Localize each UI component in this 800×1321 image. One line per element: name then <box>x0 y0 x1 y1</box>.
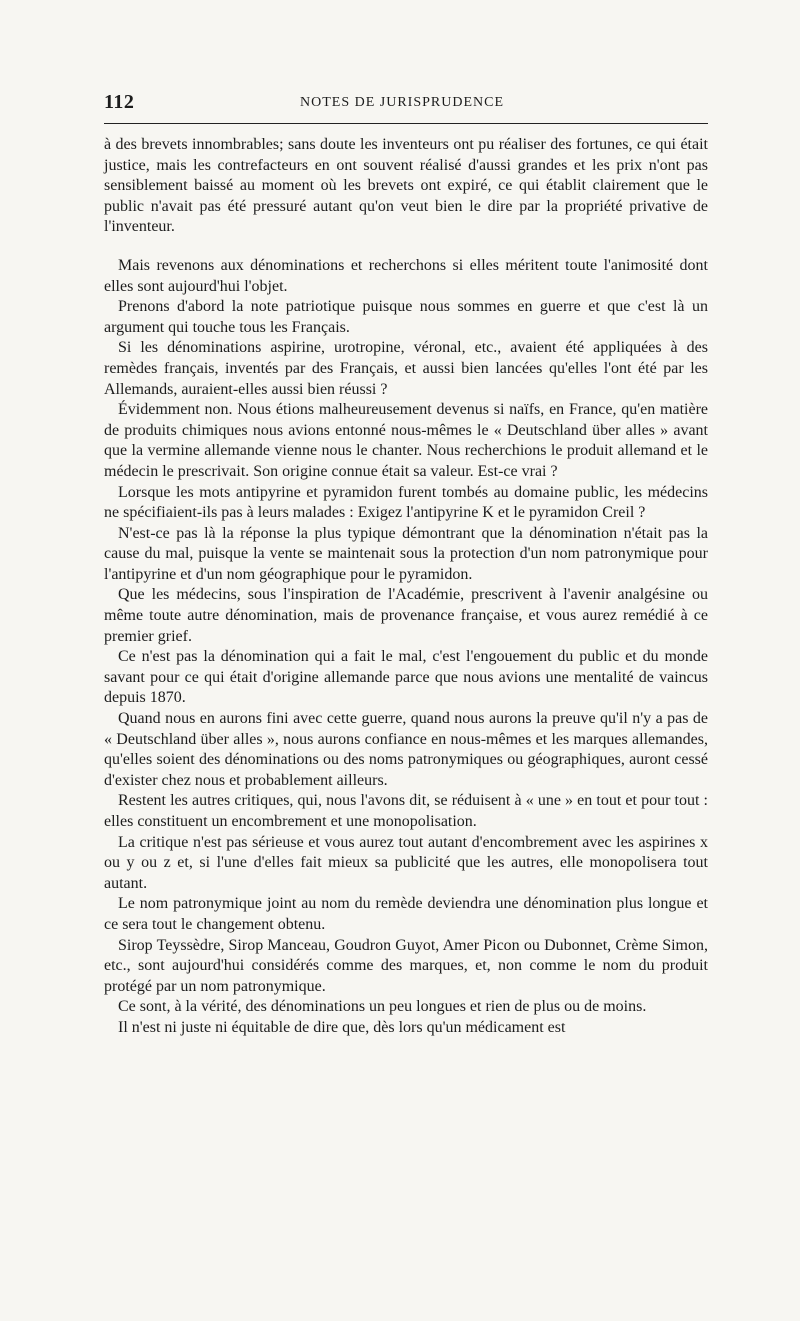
document-page <box>104 0 708 1321</box>
paragraph: Quand nous en aurons fini avec cette guerre, quand nous aurons la preuve qu'il n'y a pas de « Deutschland über alles », nous aurons confiance en nous-mêmes et les marques allemandes, qu'elles soient des dénominations ou des noms patronymiques ou géographiques, auront cessé d'exister chez nous et probablement ailleurs. <box>104 710 708 789</box>
paragraph: Ce n'est pas la dénomination qui a fait le mal, c'est l'engouement du public et du monde savant pour ce qui était d'origine allemande parce que nous avions une mentalité de vaincus depuis 1870. <box>104 648 708 707</box>
page-number: 112 <box>104 91 135 113</box>
paragraph: Mais revenons aux dénominations et recherchons si elles méritent toute l'animosité dont elles sont aujourd'hui l'objet. <box>104 256 708 295</box>
paragraph: Prenons d'abord la note patriotique puisque nous sommes en guerre et que c'est là un argument qui touche tous les Français. <box>104 298 708 336</box>
page-header <box>104 91 708 117</box>
paragraph: Il n'est ni juste ni équitable de dire que, dès lors qu'un médicament est <box>118 1018 566 1036</box>
paragraph: Que les médecins, sous l'inspiration de l'Académie, prescrivent à l'avenir analgésine ou même toute autre dénomination, mais de provenance française, et vous aurez remédié à ce premier grief. <box>104 586 708 645</box>
paragraph: Le nom patronymique joint au nom du remède deviendra une dénomination plus longue et ce sera tout le changement obtenu. <box>104 895 708 933</box>
paragraph: Sirop Teyssèdre, Sirop Manceau, Goudron Guyot, Amer Picon ou Dubonnet, Crème Simon, etc., sont aujourd'hui considérés comme des marques, et, non comme le nom du produit protégé par un nom patronymique. <box>104 936 708 995</box>
paragraph: Si les dénominations aspirine, urotropine, véronal, etc., avaient été appliquées à des remèdes français, inventés par des Français, et aussi bien lancées qu'elles l'ont été par les Allemands, auraient-elles aussi bien réussi ? <box>104 339 708 398</box>
paragraph: Évidemment non. Nous étions malheureusement devenus si naïfs, en France, qu'en matière de produits chimiques nous avions entonné nous-mêmes le « Deutschland über alles » avant que la vermine allemande vienne nous le chanter. Nous recherchions le produit allemand et le médecin le prescrivait. Son origine connue était sa valeur. Est-ce vrai ? <box>104 401 708 480</box>
paragraph: La critique n'est pas sérieuse et vous aurez tout autant d'encombrement avec les aspirines x ou y ou z et, si l'une d'elles fait mieux sa publicité que les autres, elle monopolisera tout autant. <box>104 833 708 892</box>
paragraph: N'est-ce pas là la réponse la plus typique démontrant que la dénomination n'était pas la cause du mal, puisque la vente se maintenait sous la protection d'un nom patronymique pour l'antipyrine et d'un nom géographique pour le pyramidon. <box>104 524 708 583</box>
paragraph: Restent les autres critiques, qui, nous l'avons dit, se réduisent à « une » en tout et pour tout : elles constituent un encombrement et une monopolisation. <box>104 792 708 830</box>
running-title: NOTES DE JURISPRUDENCE <box>300 95 505 110</box>
paragraph: à des brevets innombrables; sans doute les inventeurs ont pu réaliser des fortunes, ce qui était justice, mais les contrefacteurs en ont souvent réalisé d'aussi grandes et les prix n'ont pas sensiblement baissé au moment où les brevets ont expiré, ce qui établit clairement que le public n'avait pas été pressuré autant qu'on veut bien le dire par la propriété privative de l'inventeur. <box>104 136 708 236</box>
body-text <box>104 135 708 1039</box>
header-rule <box>104 123 708 124</box>
paragraph: Ce sont, à la vérité, des dénominations un peu longues et rien de plus ou de moins. <box>118 998 647 1016</box>
paragraph: Lorsque les mots antipyrine et pyramidon furent tombés au domaine public, les médecins ne spécifiaient-ils pas à leurs malades : Exigez l'antipyrine K et le pyramidon Creil ? <box>104 483 708 522</box>
